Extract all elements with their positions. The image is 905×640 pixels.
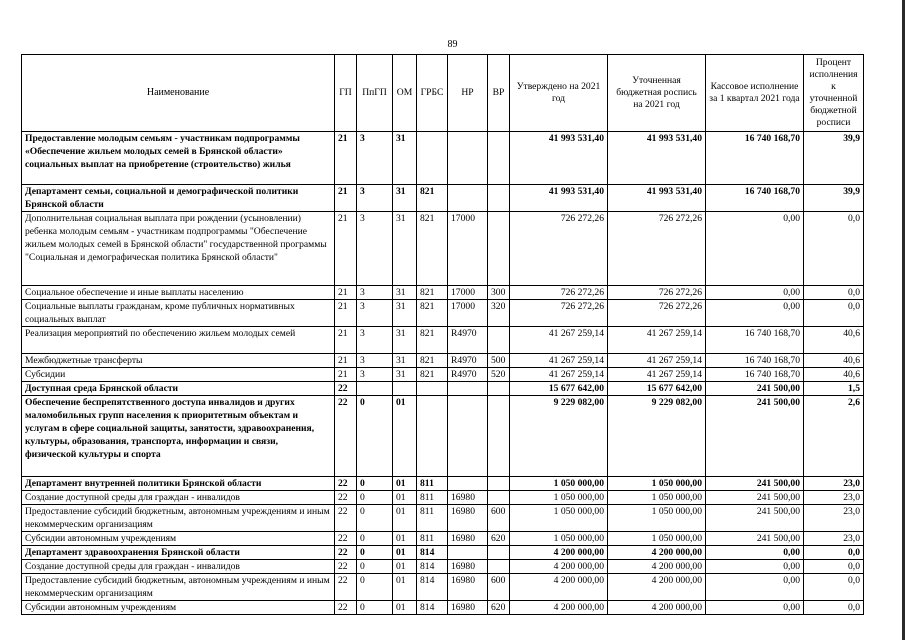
cell-om: 01 — [393, 396, 417, 477]
cell-gp: 21 — [335, 300, 357, 327]
table-row — [22, 546, 864, 560]
cell-approved: 726 272,26 — [510, 212, 608, 286]
cell-approved: 4 200 000,00 — [510, 601, 608, 615]
cell-cash: 0,00 — [706, 300, 804, 327]
cell-revised: 41 993 531,40 — [608, 185, 706, 212]
cell-name: Социальные выплаты гражданам, кроме публичных нормативных социальных выплат — [22, 300, 335, 327]
cell-approved: 1 050 000,00 — [510, 491, 608, 505]
cell-cash: 16 740 168,70 — [706, 132, 804, 185]
table-row — [22, 601, 864, 615]
cell-percent: 40,6 — [804, 368, 864, 382]
cell-gp: 21 — [335, 327, 357, 354]
cell-grbs: 814 — [417, 574, 448, 601]
cell-np: 16980 — [448, 505, 488, 532]
cell-ppgp: 3 — [357, 327, 393, 354]
cell-ppgp: 0 — [357, 601, 393, 615]
cell-name: Предоставление молодым семьям - участникам подпрограммы «Обеспечение жильем молодых семей в Брянской области» социальных выплат на приобретение (строительство) жилья — [22, 132, 335, 185]
cell-grbs — [417, 382, 448, 396]
cell-gp: 21 — [335, 368, 357, 382]
cell-gp: 22 — [335, 477, 357, 491]
cell-name: Департамент здравоохранения Брянской области — [22, 546, 335, 560]
header-percent: Процент исполнения к уточненной бюджетной росписи — [804, 55, 864, 132]
header-grbs: ГРБС — [417, 55, 448, 132]
cell-percent: 23,0 — [804, 505, 864, 532]
cell-om: 31 — [393, 354, 417, 368]
cell-approved: 41 267 259,14 — [510, 354, 608, 368]
cell-grbs: 814 — [417, 546, 448, 560]
cell-ppgp: 0 — [357, 560, 393, 574]
cell-np: 17000 — [448, 212, 488, 286]
cell-om: 31 — [393, 368, 417, 382]
table-row — [22, 505, 864, 532]
cell-np — [448, 382, 488, 396]
cell-grbs: 811 — [417, 477, 448, 491]
cell-ppgp — [357, 382, 393, 396]
table-row — [22, 327, 864, 354]
budget-execution-table — [21, 54, 864, 615]
cell-approved: 9 229 082,00 — [510, 396, 608, 477]
cell-approved: 41 267 259,14 — [510, 368, 608, 382]
cell-gp: 22 — [335, 382, 357, 396]
cell-revised: 41 267 259,14 — [608, 368, 706, 382]
cell-grbs: 821 — [417, 354, 448, 368]
cell-percent: 23,0 — [804, 491, 864, 505]
cell-cash: 241 500,00 — [706, 505, 804, 532]
header-gp: ГП — [335, 55, 357, 132]
cell-gp: 21 — [335, 132, 357, 185]
cell-grbs: 811 — [417, 532, 448, 546]
cell-cash: 0,00 — [706, 574, 804, 601]
cell-ppgp: 3 — [357, 212, 393, 286]
cell-revised: 41 267 259,14 — [608, 327, 706, 354]
cell-approved: 15 677 642,00 — [510, 382, 608, 396]
cell-np: R4970 — [448, 368, 488, 382]
cell-vr — [488, 546, 510, 560]
table-row — [22, 574, 864, 601]
cell-gp: 21 — [335, 212, 357, 286]
cell-np — [448, 185, 488, 212]
cell-percent: 23,0 — [804, 477, 864, 491]
cell-grbs — [417, 132, 448, 185]
cell-revised: 41 267 259,14 — [608, 354, 706, 368]
cell-revised: 41 993 531,40 — [608, 132, 706, 185]
table-header-row — [22, 55, 864, 132]
cell-percent: 0,0 — [804, 546, 864, 560]
cell-gp: 21 — [335, 185, 357, 212]
cell-name: Реализация мероприятий по обеспечению жильем молодых семей — [22, 327, 335, 354]
cell-name: Предоставление субсидий бюджетным, автономным учреждениям и иным некоммерческим организациям — [22, 574, 335, 601]
cell-revised: 1 050 000,00 — [608, 491, 706, 505]
cell-percent: 2,6 — [804, 396, 864, 477]
cell-om: 31 — [393, 327, 417, 354]
cell-vr: 600 — [488, 574, 510, 601]
cell-np: 17000 — [448, 300, 488, 327]
cell-np — [448, 477, 488, 491]
cell-name: Межбюджетные трансферты — [22, 354, 335, 368]
cell-approved: 1 050 000,00 — [510, 505, 608, 532]
table-row — [22, 354, 864, 368]
cell-vr — [488, 212, 510, 286]
cell-name: Создание доступной среды для граждан - инвалидов — [22, 560, 335, 574]
cell-name: Субсидии автономным учреждениям — [22, 601, 335, 615]
cell-grbs: 814 — [417, 560, 448, 574]
cell-gp: 22 — [335, 546, 357, 560]
table-row — [22, 560, 864, 574]
cell-name: Доступная среда Брянской области — [22, 382, 335, 396]
cell-gp: 22 — [335, 560, 357, 574]
cell-ppgp: 3 — [357, 368, 393, 382]
cell-percent: 0,0 — [804, 286, 864, 300]
table-row — [22, 286, 864, 300]
cell-cash: 241 500,00 — [706, 382, 804, 396]
cell-ppgp: 0 — [357, 505, 393, 532]
cell-approved: 1 050 000,00 — [510, 477, 608, 491]
cell-name: Дополнительная социальная выплата при рождении (усыновлении) ребенка молодым семьям - участникам подпрограммы "Обеспечение жильем молодых семей в Брянской области" государственной программы "Социальная и демографическая политика Брянской области" — [22, 212, 335, 286]
cell-revised: 4 200 000,00 — [608, 601, 706, 615]
cell-approved: 726 272,26 — [510, 300, 608, 327]
cell-ppgp: 0 — [357, 396, 393, 477]
cell-np: R4970 — [448, 354, 488, 368]
cell-name: Создание доступной среды для граждан - инвалидов — [22, 491, 335, 505]
cell-revised: 4 200 000,00 — [608, 546, 706, 560]
cell-cash: 16 740 168,70 — [706, 354, 804, 368]
cell-gp: 22 — [335, 491, 357, 505]
cell-revised: 4 200 000,00 — [608, 574, 706, 601]
cell-om: 31 — [393, 212, 417, 286]
cell-om: 01 — [393, 532, 417, 546]
header-name: Наименование — [22, 55, 335, 132]
cell-percent: 39,9 — [804, 132, 864, 185]
table-row — [22, 396, 864, 477]
table-row — [22, 300, 864, 327]
cell-ppgp: 3 — [357, 185, 393, 212]
cell-ppgp: 3 — [357, 286, 393, 300]
cell-ppgp: 0 — [357, 532, 393, 546]
header-np: НР — [448, 55, 488, 132]
cell-np: 16980 — [448, 491, 488, 505]
cell-percent: 39,9 — [804, 185, 864, 212]
table-body — [22, 132, 864, 615]
cell-gp: 22 — [335, 505, 357, 532]
cell-revised: 4 200 000,00 — [608, 560, 706, 574]
cell-cash: 0,00 — [706, 212, 804, 286]
cell-revised: 726 272,26 — [608, 300, 706, 327]
cell-revised: 9 229 082,00 — [608, 396, 706, 477]
cell-om: 31 — [393, 300, 417, 327]
cell-name: Субсидии автономным учреждениям — [22, 532, 335, 546]
cell-percent: 40,6 — [804, 354, 864, 368]
cell-approved: 4 200 000,00 — [510, 560, 608, 574]
cell-cash: 16 740 168,70 — [706, 327, 804, 354]
cell-revised: 1 050 000,00 — [608, 477, 706, 491]
cell-revised: 1 050 000,00 — [608, 505, 706, 532]
cell-gp: 22 — [335, 574, 357, 601]
cell-om: 31 — [393, 185, 417, 212]
cell-vr — [488, 396, 510, 477]
table-row — [22, 382, 864, 396]
table-row — [22, 185, 864, 212]
header-revised: Уточненная бюджетная роспись на 2021 год — [608, 55, 706, 132]
cell-om — [393, 382, 417, 396]
cell-vr — [488, 491, 510, 505]
cell-name: Социальное обеспечение и иные выплаты населению — [22, 286, 335, 300]
cell-percent: 0,0 — [804, 601, 864, 615]
table-row — [22, 532, 864, 546]
cell-np — [448, 546, 488, 560]
cell-cash: 241 500,00 — [706, 477, 804, 491]
table-row — [22, 368, 864, 382]
cell-cash: 0,00 — [706, 546, 804, 560]
cell-gp: 22 — [335, 601, 357, 615]
page-number: 89 — [447, 39, 458, 50]
cell-vr: 520 — [488, 368, 510, 382]
cell-om: 31 — [393, 286, 417, 300]
table-row — [22, 491, 864, 505]
cell-ppgp: 0 — [357, 477, 393, 491]
cell-np: 16980 — [448, 601, 488, 615]
cell-om: 01 — [393, 491, 417, 505]
cell-vr: 300 — [488, 286, 510, 300]
cell-om: 01 — [393, 477, 417, 491]
cell-cash: 0,00 — [706, 286, 804, 300]
cell-percent: 1,5 — [804, 382, 864, 396]
cell-revised: 15 677 642,00 — [608, 382, 706, 396]
cell-vr: 500 — [488, 354, 510, 368]
cell-vr — [488, 477, 510, 491]
cell-vr: 320 — [488, 300, 510, 327]
cell-ppgp: 0 — [357, 574, 393, 601]
cell-approved: 4 200 000,00 — [510, 574, 608, 601]
cell-gp: 22 — [335, 396, 357, 477]
cell-name: Предоставление субсидий бюджетным, автономным учреждениям и иным некоммерческим организациям — [22, 505, 335, 532]
table-row — [22, 477, 864, 491]
cell-grbs — [417, 396, 448, 477]
cell-gp: 21 — [335, 354, 357, 368]
cell-cash: 241 500,00 — [706, 396, 804, 477]
cell-om: 01 — [393, 601, 417, 615]
cell-np: 17000 — [448, 286, 488, 300]
cell-cash: 16 740 168,70 — [706, 368, 804, 382]
cell-percent: 0,0 — [804, 574, 864, 601]
header-vr: ВР — [488, 55, 510, 132]
cell-name: Департамент внутренней политики Брянской области — [22, 477, 335, 491]
cell-name: Департамент семьи, социальной и демографической политики Брянской области — [22, 185, 335, 212]
cell-grbs: 811 — [417, 491, 448, 505]
cell-om: 01 — [393, 505, 417, 532]
cell-grbs: 821 — [417, 368, 448, 382]
cell-vr: 620 — [488, 601, 510, 615]
header-ppgp: ПпГП — [357, 55, 393, 132]
cell-ppgp: 3 — [357, 132, 393, 185]
cell-percent: 0,0 — [804, 560, 864, 574]
cell-gp: 21 — [335, 286, 357, 300]
cell-np — [448, 132, 488, 185]
cell-om: 01 — [393, 574, 417, 601]
cell-name: Обеспечение беспрепятственного доступа инвалидов и других маломобильных групп населения к приоритетным объектам и услугам в сфере социальной защиты, занятости, здравоохранения, культуры, образования, транспорта, информации и связи, физической культуры и спорта — [22, 396, 335, 477]
cell-ppgp: 0 — [357, 546, 393, 560]
table-row — [22, 132, 864, 185]
cell-grbs: 821 — [417, 286, 448, 300]
cell-om: 31 — [393, 132, 417, 185]
cell-grbs: 811 — [417, 505, 448, 532]
cell-grbs: 821 — [417, 300, 448, 327]
cell-np: 16980 — [448, 532, 488, 546]
cell-percent: 40,6 — [804, 327, 864, 354]
header-cash: Кассовое исполнение за 1 квартал 2021 года — [706, 55, 804, 132]
header-om: ОМ — [393, 55, 417, 132]
cell-vr — [488, 327, 510, 354]
cell-grbs: 821 — [417, 212, 448, 286]
cell-revised: 1 050 000,00 — [608, 532, 706, 546]
cell-ppgp: 0 — [357, 491, 393, 505]
cell-grbs: 814 — [417, 601, 448, 615]
cell-approved: 726 272,26 — [510, 286, 608, 300]
cell-vr — [488, 560, 510, 574]
cell-np: R4970 — [448, 327, 488, 354]
cell-np: 16980 — [448, 574, 488, 601]
cell-om: 01 — [393, 560, 417, 574]
header-approved: Утверждено на 2021 год — [510, 55, 608, 132]
cell-revised: 726 272,26 — [608, 286, 706, 300]
cell-approved: 41 267 259,14 — [510, 327, 608, 354]
cell-cash: 0,00 — [706, 560, 804, 574]
cell-om: 01 — [393, 546, 417, 560]
cell-vr — [488, 382, 510, 396]
cell-percent: 0,0 — [804, 212, 864, 286]
cell-vr — [488, 132, 510, 185]
cell-grbs: 821 — [417, 185, 448, 212]
cell-cash: 241 500,00 — [706, 532, 804, 546]
cell-grbs: 821 — [417, 327, 448, 354]
cell-ppgp: 3 — [357, 354, 393, 368]
cell-approved: 41 993 531,40 — [510, 132, 608, 185]
table-row — [22, 212, 864, 286]
cell-approved: 4 200 000,00 — [510, 546, 608, 560]
cell-vr: 600 — [488, 505, 510, 532]
cell-vr — [488, 185, 510, 212]
cell-revised: 726 272,26 — [608, 212, 706, 286]
cell-percent: 0,0 — [804, 300, 864, 327]
cell-np — [448, 396, 488, 477]
cell-vr: 620 — [488, 532, 510, 546]
cell-name: Субсидии — [22, 368, 335, 382]
cell-cash: 241 500,00 — [706, 491, 804, 505]
cell-approved: 1 050 000,00 — [510, 532, 608, 546]
cell-ppgp: 3 — [357, 300, 393, 327]
cell-cash: 0,00 — [706, 601, 804, 615]
cell-cash: 16 740 168,70 — [706, 185, 804, 212]
cell-percent: 23,0 — [804, 532, 864, 546]
cell-approved: 41 993 531,40 — [510, 185, 608, 212]
cell-np: 16980 — [448, 560, 488, 574]
cell-gp: 22 — [335, 532, 357, 546]
